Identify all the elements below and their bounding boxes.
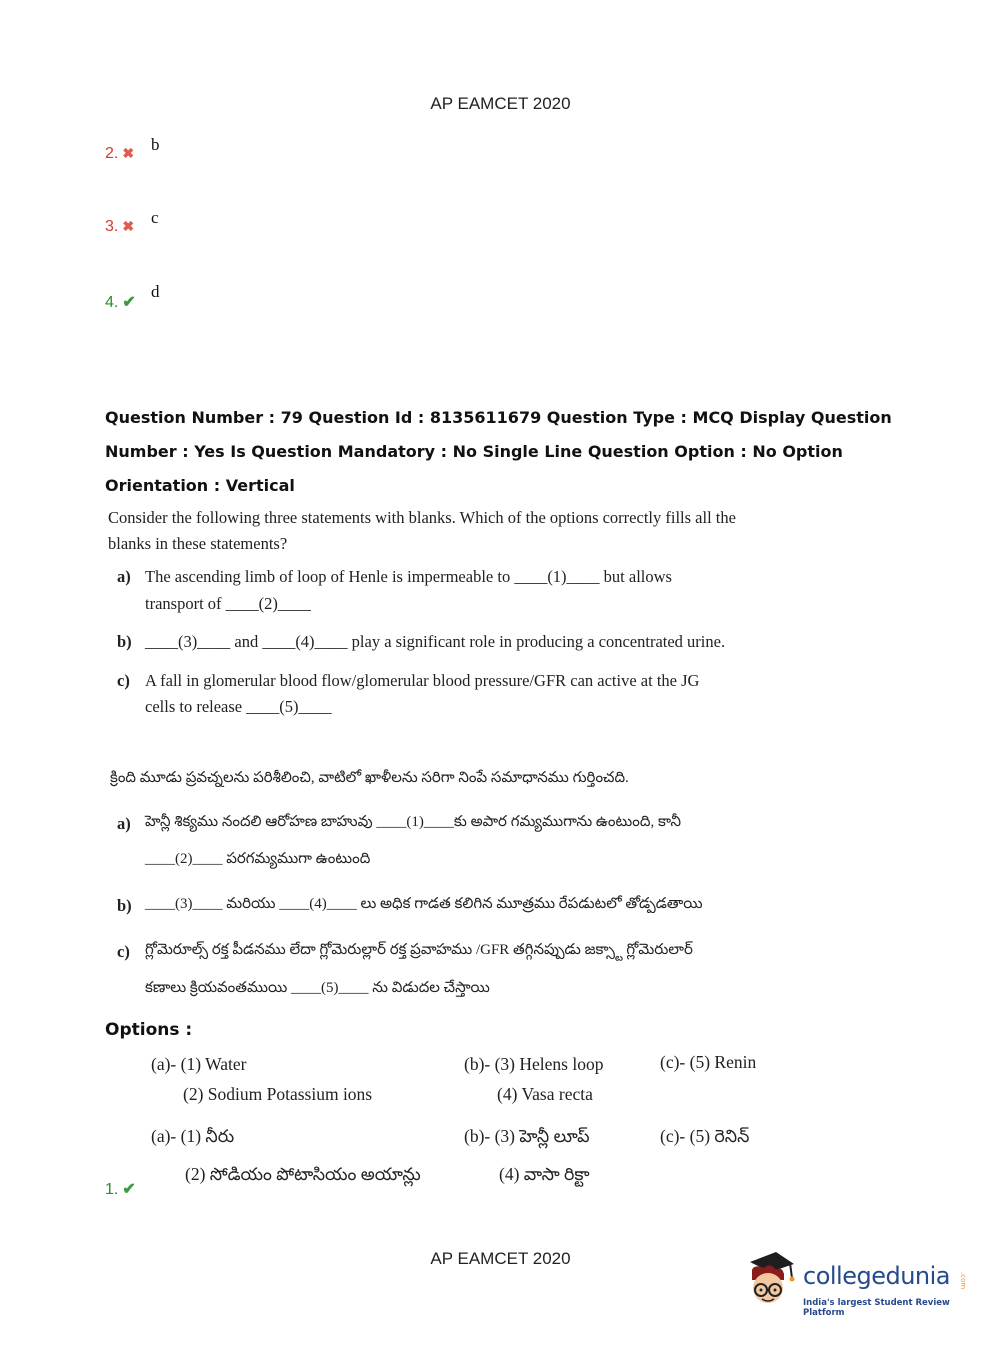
logo-name: collegedunia: [803, 1262, 951, 1290]
answer-te-a-1: (a)- (1) నీరు: [151, 1126, 235, 1146]
cross-icon: ✖: [122, 218, 135, 234]
option-4: [105, 282, 160, 312]
option-number: 3.: [105, 218, 119, 235]
statement-c-line-2: cells to release ____(5)____: [145, 697, 332, 716]
option-value: b: [151, 135, 160, 154]
cross-icon: ✖: [122, 145, 135, 161]
answer-te-b-2: (4) వాసా రిక్టా: [499, 1164, 590, 1184]
option-value: c: [151, 208, 159, 227]
option-number: 4.: [105, 294, 119, 311]
answer-en-a-1: (a)- (1) Water: [151, 1054, 247, 1074]
statement-b-label: b): [117, 632, 132, 651]
statement-b-line-1: ____(3)____ and ____(4)____ play a significant role in producing a concentrated urine.: [145, 632, 726, 651]
logo-suffix: .com: [959, 1272, 967, 1290]
meta-line-3: Orientation : Vertical: [105, 476, 295, 495]
check-icon: ✔: [122, 1181, 136, 1198]
option-3: [105, 208, 159, 236]
check-icon: ✔: [122, 294, 136, 311]
options-title: Options :: [105, 1020, 193, 1040]
telugu-a-line-2: ____(2)____ పరగమ్యముగా ఉంటుంది: [145, 851, 371, 867]
answer-en-a-2: (2) Sodium Potassium ions: [183, 1084, 373, 1104]
statement-c-line-1: A fall in glomerular blood flow/glomerular blood pressure/GFR can active at the JG: [145, 671, 700, 690]
answer-te-b-1: (b)- (3) హెన్లీ లూప్: [464, 1126, 590, 1146]
answer-en-b-1: (b)- (3) Helens loop: [464, 1054, 604, 1074]
answer-en-c-1: (c)- (5) Renin: [660, 1052, 757, 1072]
page-header: AP EAMCET 2020: [430, 94, 571, 113]
logo-tagline: India's largest Student Review Platform: [803, 1298, 950, 1318]
english-intro-2: blanks in these statements?: [108, 534, 288, 553]
statement-a-label: a): [117, 567, 131, 586]
telugu-b-line-1: ____(3)____ మరియు ____(4)____ లు అధిక గాడత కలిగిన మూత్రము రేపడుటలో తోడ్పడతాయి: [145, 896, 703, 912]
answer-te-c-1: (c)- (5) రెనిన్: [660, 1126, 750, 1146]
page-footer: AP EAMCET 2020: [430, 1249, 571, 1268]
telugu-intro: క్రింది మూడు ప్రవచ్నలను పరిశీలించి, వాటిలో ఖాళీలను సరిగా నింపే సమాధానము గుర్తించది.: [110, 770, 629, 786]
mascot-icon: [742, 1248, 802, 1310]
telugu-c-label: c): [117, 942, 130, 961]
english-intro-1: Consider the following three statements with blanks. Which of the options correctly fills all the: [108, 508, 736, 527]
telugu-b-label: b): [117, 896, 132, 915]
telugu-a-label: a): [117, 814, 131, 833]
option-1: [105, 1179, 136, 1199]
option-2: [105, 135, 160, 163]
answer-en-b-2: (4) Vasa recta: [497, 1084, 593, 1104]
statement-a-line-2: transport of ____(2)____: [145, 594, 311, 613]
telugu-c-line-1: గ్లోమెరూల్స్ రక్త పీడనము లేదా గ్లోమెరుల్లార్ రక్త ప్రవాహము /GFR తగ్గినప్పుడు జక్స్టా గ్లోమెరులార్: [145, 942, 693, 958]
answer-te-a-2: (2) సోడియం పోటాసియం అయాన్లు: [185, 1164, 421, 1184]
telugu-c-line-2: కణాలు క్రియవంతముయి ____(5)____ ను విడుదల చేస్తాయి: [145, 980, 490, 996]
option-value: d: [151, 282, 160, 301]
statement-a-line-1: The ascending limb of loop of Henle is impermeable to ____(1)____ but allows: [145, 567, 672, 586]
option-number: 1.: [105, 1181, 119, 1198]
telugu-a-line-1: హెన్లీ శిక్యము నందలి ఆరోహణ బాహువు ____(1)____కు అపార గమ్యముగాను ఉంటుంది, కానీ: [145, 814, 682, 830]
option-number: 2.: [105, 145, 119, 162]
statement-c-label: c): [117, 671, 130, 690]
collegedunia-logo: [742, 1248, 972, 1318]
meta-line-2: Number : Yes Is Question Mandatory : No Single Line Question Option : No Option: [105, 442, 843, 461]
meta-line-1: Question Number : 79 Question Id : 8135611679 Question Type : MCQ Display Question: [105, 408, 892, 427]
question-meta: [105, 401, 895, 503]
